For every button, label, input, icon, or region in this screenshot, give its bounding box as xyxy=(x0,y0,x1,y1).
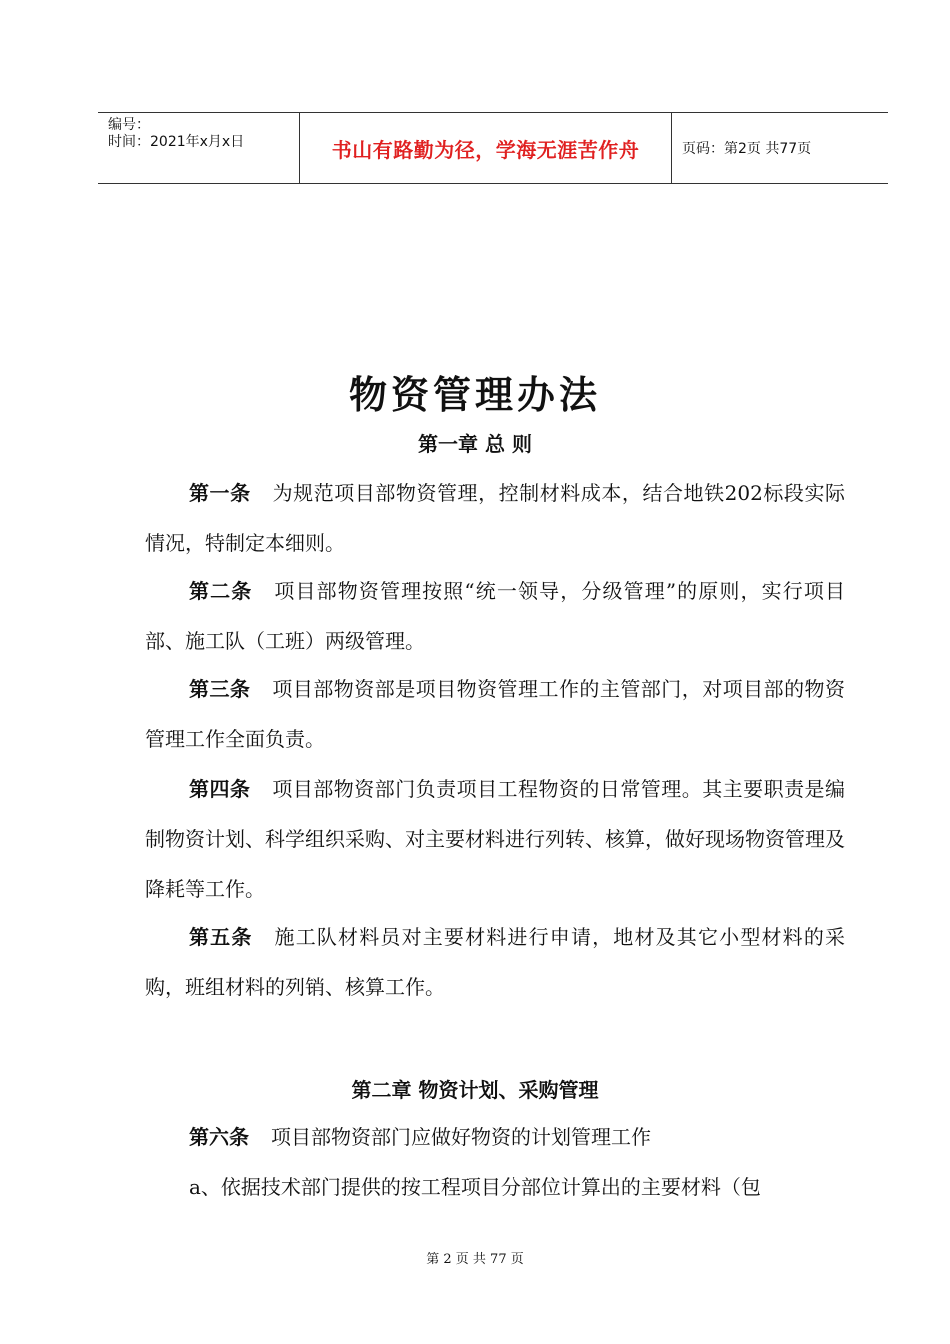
article-text: 项目部物资部是项目物资管理工作的主管部门，对项目部的物资管理工作全面负责。 xyxy=(145,677,846,751)
header-meta xyxy=(98,113,300,183)
article-paragraph xyxy=(145,764,845,914)
page-header xyxy=(98,112,888,184)
article-paragraph xyxy=(145,468,845,568)
header-page-info-cell xyxy=(672,113,888,183)
page-footer: 第 2 页 共 77 页 xyxy=(426,1252,524,1267)
header-motto: 书山有路勤为径，学海无涯苦作舟 xyxy=(331,137,640,162)
article-paragraph xyxy=(145,566,845,666)
article-paragraph xyxy=(145,1112,845,1162)
header-motto-cell xyxy=(300,113,672,183)
header-page-info: 页码：第2页 共77页 xyxy=(682,141,812,157)
article-label: 第二条 xyxy=(189,579,253,603)
article-text: 项目部物资部门应做好物资的计划管理工作 xyxy=(271,1125,651,1149)
document-title: 物资管理办法 xyxy=(348,372,601,417)
article-label: 第五条 xyxy=(189,925,253,949)
chapter-title: 第二章 物资计划、采购管理 xyxy=(351,1078,599,1102)
article-label: 第六条 xyxy=(189,1125,249,1149)
article-label: 第三条 xyxy=(189,677,251,701)
list-item: a、依据技术部门提供的按工程项目分部位计算出的主要材料（包 xyxy=(189,1175,761,1199)
article-paragraph xyxy=(145,912,845,1012)
article-label: 第一条 xyxy=(189,481,251,505)
article-text: 施工队材料员对主要材料进行申请，地材及其它小型材料的采购，班组材料的列销、核算工作。 xyxy=(145,925,846,999)
article-text: 项目部物资管理按照“统一领导，分级管理”的原则，实行项目部、施工队（工班）两级管理。 xyxy=(145,579,846,653)
document-time: 时间：2021年x月x日 xyxy=(108,134,245,150)
article-label: 第四条 xyxy=(189,777,251,801)
chapter-title: 第一章 总 则 xyxy=(418,432,532,456)
article-text: 为规范项目部物资管理，控制材料成本，结合地铁202标段实际情况，特制定本细则。 xyxy=(145,481,845,555)
article-paragraph xyxy=(145,664,845,764)
document-number-label: 编号： xyxy=(108,117,150,133)
article-text: 项目部物资部门负责项目工程物资的日常管理。其主要职责是编制物资计划、科学组织采购、对主要材料进行列转、核算，做好现场物资管理及降耗等工作。 xyxy=(145,777,846,901)
